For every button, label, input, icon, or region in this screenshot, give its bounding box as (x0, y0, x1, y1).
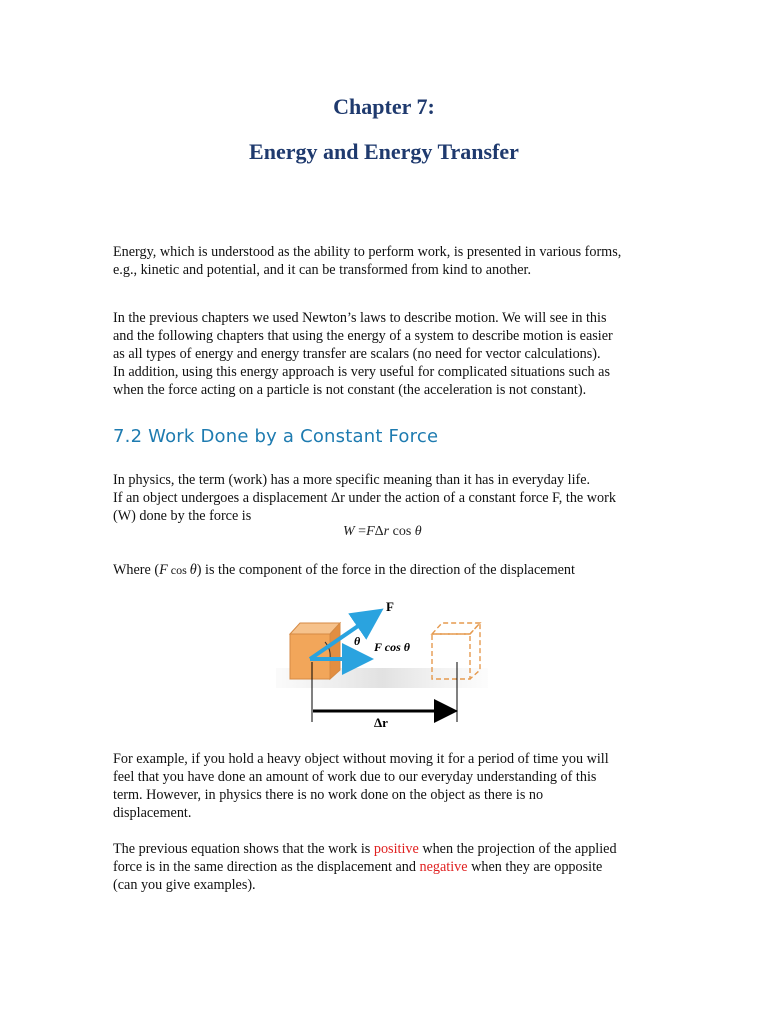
where-line (113, 561, 655, 579)
negative-highlight: negative (419, 859, 468, 875)
text-run: when the projection of the applied (418, 841, 617, 857)
text-run: The previous equation shows that the work is (113, 841, 374, 857)
text-line: In physics, the term (work) has a more specific meaning than it has in everyday life. (113, 472, 591, 488)
eq-r: r (383, 524, 390, 539)
text-line: as all types of energy and energy transfer are scalars (no need for vector calculations). (113, 346, 601, 362)
text-line: feel that you have done an amount of work due to our everyday understanding of this (113, 769, 597, 785)
chapter-number: Chapter 7: (333, 94, 435, 119)
text-line: and the following chapters that using the energy of a system to describe motion is easier (113, 328, 613, 344)
text-line: In addition, using this energy approach is very useful for complicated situations such as (113, 364, 610, 380)
text-line: term. However, in physics there is no work done on the object as there is no (113, 787, 544, 803)
section-paragraph-1 (113, 471, 655, 525)
text-run: when they are opposite (467, 859, 603, 875)
component-label: F cos θ (374, 640, 411, 654)
eq-theta: θ (414, 524, 422, 539)
text-line: If an object undergoes a displacement Δr under the action of a constant force F, the work (113, 490, 616, 506)
block-initial (290, 623, 340, 679)
where-before: Where ( (113, 562, 160, 578)
text-line (113, 840, 655, 858)
angle-label: θ (354, 634, 361, 648)
text-line: (W) done by the force is (113, 508, 252, 524)
text-line: e.g., kinetic and potential, and it can be transformed from kind to another. (113, 262, 532, 278)
intro-paragraph-2 (113, 309, 655, 399)
text-line: In the previous chapters we used Newton’s laws to describe motion. We will see in this (113, 310, 607, 326)
where-after: ) is the component of the force in the direction of the displacement (196, 562, 575, 578)
force-label: F (386, 599, 394, 614)
eq-delta: Δ (374, 524, 384, 539)
eq-f: F (366, 524, 375, 539)
text-line: For example, if you hold a heavy object without moving it for a period of time you will (113, 751, 609, 767)
text-run: force is in the same direction as the displacement and (113, 859, 420, 875)
text-line: when the force acting on a particle is not constant (the acceleration is not constant). (113, 382, 587, 398)
eq-equals: = (354, 524, 367, 539)
positive-highlight: positive (373, 841, 419, 857)
eq-w: W (343, 524, 355, 539)
eq-cos: cos (389, 524, 415, 539)
where-theta: θ (189, 562, 197, 578)
text-line: displacement. (113, 805, 192, 821)
chapter-title: Energy and Energy Transfer (249, 139, 519, 164)
text-line (113, 858, 655, 876)
section-paragraph-3 (113, 840, 655, 894)
intro-paragraph-1 (113, 243, 655, 279)
section-paragraph-2 (113, 750, 655, 822)
text-line: Energy, which is understood as the ability to perform work, is presented in various forms, (113, 244, 622, 260)
where-f: F (159, 562, 168, 578)
section-heading: 7.2 Work Done by a Constant Force (113, 426, 439, 447)
force-displacement-figure (270, 596, 500, 730)
work-equation (343, 524, 422, 540)
displacement-label: Δr (374, 715, 388, 730)
text-line: (can you give examples). (113, 877, 256, 893)
where-cos: cos (167, 563, 190, 577)
